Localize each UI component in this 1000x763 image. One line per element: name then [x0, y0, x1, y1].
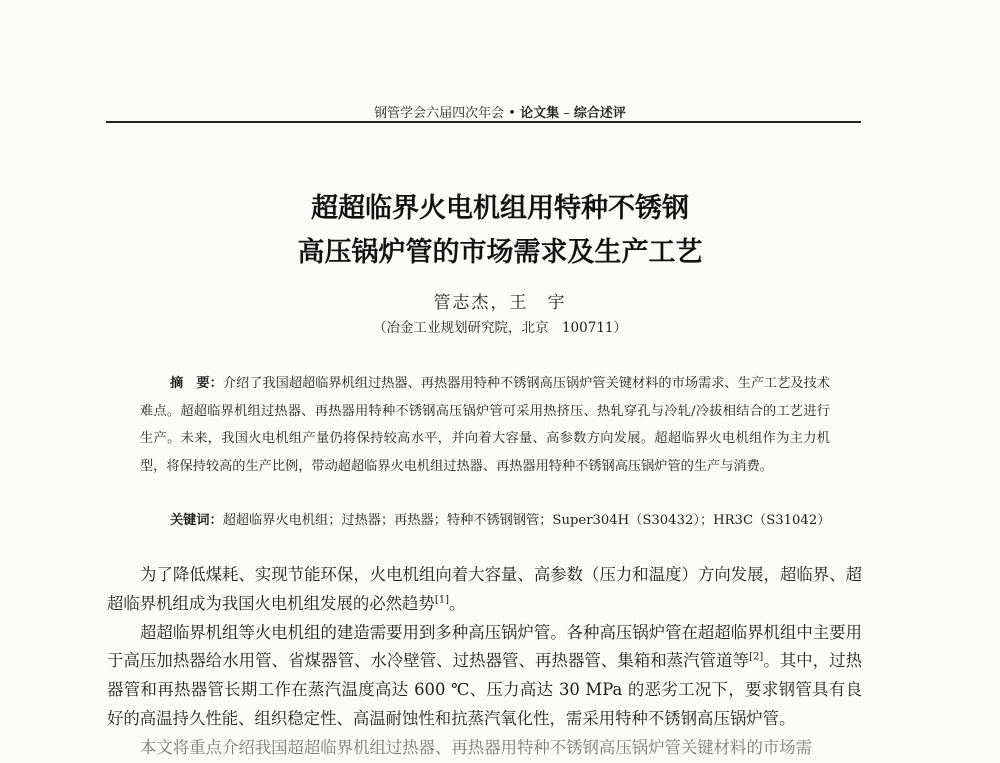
abstract-text: 介绍了我国超超临界机组过热器、再热器用特种不锈钢高压锅炉管关键材料的市场需求、生产工艺及技术难点。超超临界机组过热器、再热器用特种不锈钢高压锅炉管可采用热挤压、热轧穿孔与冷轧/冷拔相结合的工艺进行生产。未来，我国火电机组产量仍将保持较高水平，并向着大容量、高参数方向发展。超超临界火电机组作为主力机型，将保持较高的生产比例，带动超超临界火电机组过热器、再热器用特种不锈钢高压锅炉管的生产与消费。 — [140, 376, 831, 474]
paragraph-2-text: 超超临界机组等火电机组的建造需要用到多种高压锅炉管。各种高压锅炉管在超超临界机组中主要用于高压加热器给水用管、省煤器管、水冷壁管、过热器管、再热器管、集箱和蒸汽管道等 — [107, 622, 862, 671]
body-text — [107, 561, 862, 763]
abstract — [140, 370, 830, 480]
paper-title-line-2: 高压锅炉管的市场需求及生产工艺 — [297, 237, 703, 268]
affiliation: （冶金工业规划研究院，北京 100711） — [372, 320, 628, 336]
citation-1: [1] — [434, 594, 449, 606]
section-name: 综合述评 — [573, 106, 626, 121]
header-dot: • — [508, 106, 516, 121]
paragraph-2-end: 。其中，过热器管和再热器管长期工作在蒸汽温度高达 600 ℃、压力高达 30 MPa 的恶劣工况下，要求钢管具有良好的高温持久性能、组织稳定性、高温耐蚀性和抗蒸汽氧化性，需采用特种不锈钢高压锅炉管。 — [107, 651, 863, 728]
running-header — [0, 102, 1000, 121]
paragraph-2 — [107, 619, 862, 734]
paragraph-1 — [107, 561, 862, 619]
keywords — [170, 509, 850, 528]
paragraph-1-text: 为了降低煤耗、实现节能环保，火电机组向着大容量、高参数（压力和温度）方向发展，超临界、超超临界机组成为我国火电机组发展的必然趋势 — [107, 565, 862, 613]
keywords-text: 超超临界火电机组；过热器；再热器；特种不锈钢钢管；Super304H（S30432）；HR3C（S31042） — [222, 513, 831, 528]
paragraph-3-partial: 本文将重点介绍我国超超临界机组过热器、再热器用特种不锈钢高压锅炉管关键材料的市场需 — [140, 737, 813, 757]
paragraph-1-end: 。 — [448, 593, 466, 613]
abstract-label: 摘 要： — [170, 376, 223, 391]
paper-title-line-1: 超超临界火电机组用特种不锈钢 — [311, 193, 689, 224]
keywords-label: 关键词： — [170, 513, 223, 528]
header-rule — [106, 121, 861, 123]
header-dash: – — [563, 106, 570, 121]
citation-2: [2] — [749, 651, 764, 663]
authors: 管志杰，王 宇 — [433, 293, 567, 313]
collection-name: 论文集 — [520, 106, 560, 121]
conference-name: 钢管学会六届四次年会 — [374, 106, 505, 121]
